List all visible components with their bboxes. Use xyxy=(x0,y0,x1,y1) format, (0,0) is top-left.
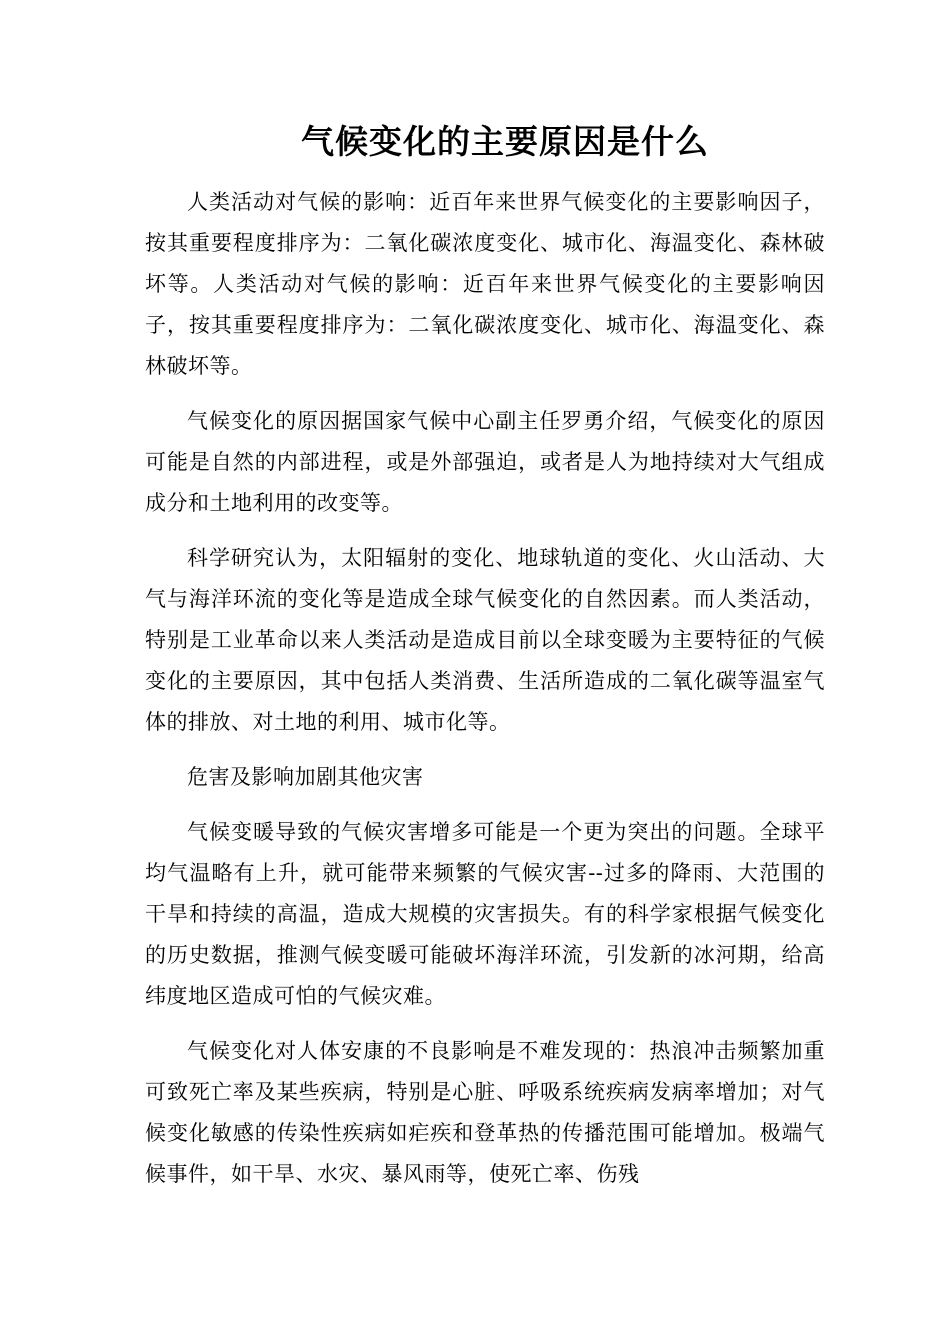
document-page xyxy=(145,0,825,1344)
paragraph-climate-disasters: 气候变暖导致的气候灾害增多可能是一个更为突出的问题。全球平均气温略有上升，就可能带来频繁的气候灾害--过多的降雨、大范围的干旱和持续的高温，造成大规模的灾害损失。有的科学家根据气候变化的历史数据，推测气候变暖可能破坏海洋环流，引发新的冰河期，给高纬度地区造成可怕的气候灾难。 xyxy=(145,820,825,1008)
paragraph-human-activity: 人类活动对气候的影响：近百年来世界气候变化的主要影响因子，按其重要程度排序为：二氧化碳浓度变化、城市化、海温变化、森林破坏等。人类活动对气候的影响：近百年来世界气候变化的主要影响因子，按其重要程度排序为：二氧化碳浓度变化、城市化、海温变化、森林破坏等。 xyxy=(145,190,825,378)
section-heading-hazards: 危害及影响加剧其他灾害 xyxy=(187,765,424,789)
paragraph-causes: 气候变化的原因据国家气候中心副主任罗勇介绍，气候变化的原因可能是自然的内部进程，或是外部强迫，或者是人为地持续对大气组成成分和土地利用的改变等。 xyxy=(145,409,825,515)
document-title: 气候变化的主要原因是什么 xyxy=(301,122,709,161)
paragraph-health-impact: 气候变化对人体安康的不良影响是不难发现的：热浪冲击频繁加重可致死亡率及某些疾病，特别是心脏、呼吸系统疾病发病率增加；对气候变化敏感的传染性疾病如疟疾和登革热的传播范围可能增加。极端气候事件，如干旱、水灾、暴风雨等，使死亡率、伤残 xyxy=(145,1039,825,1186)
paragraph-scientific-research: 科学研究认为，太阳辐射的变化、地球轨道的变化、火山活动、大气与海洋环流的变化等是造成全球气候变化的自然因素。而人类活动，特别是工业革命以来人类活动是造成目前以全球变暖为主要特征的气候变化的主要原因，其中包括人类消费、生活所造成的二氧化碳等温室气体的排放、对土地的利用、城市化等。 xyxy=(145,546,825,734)
